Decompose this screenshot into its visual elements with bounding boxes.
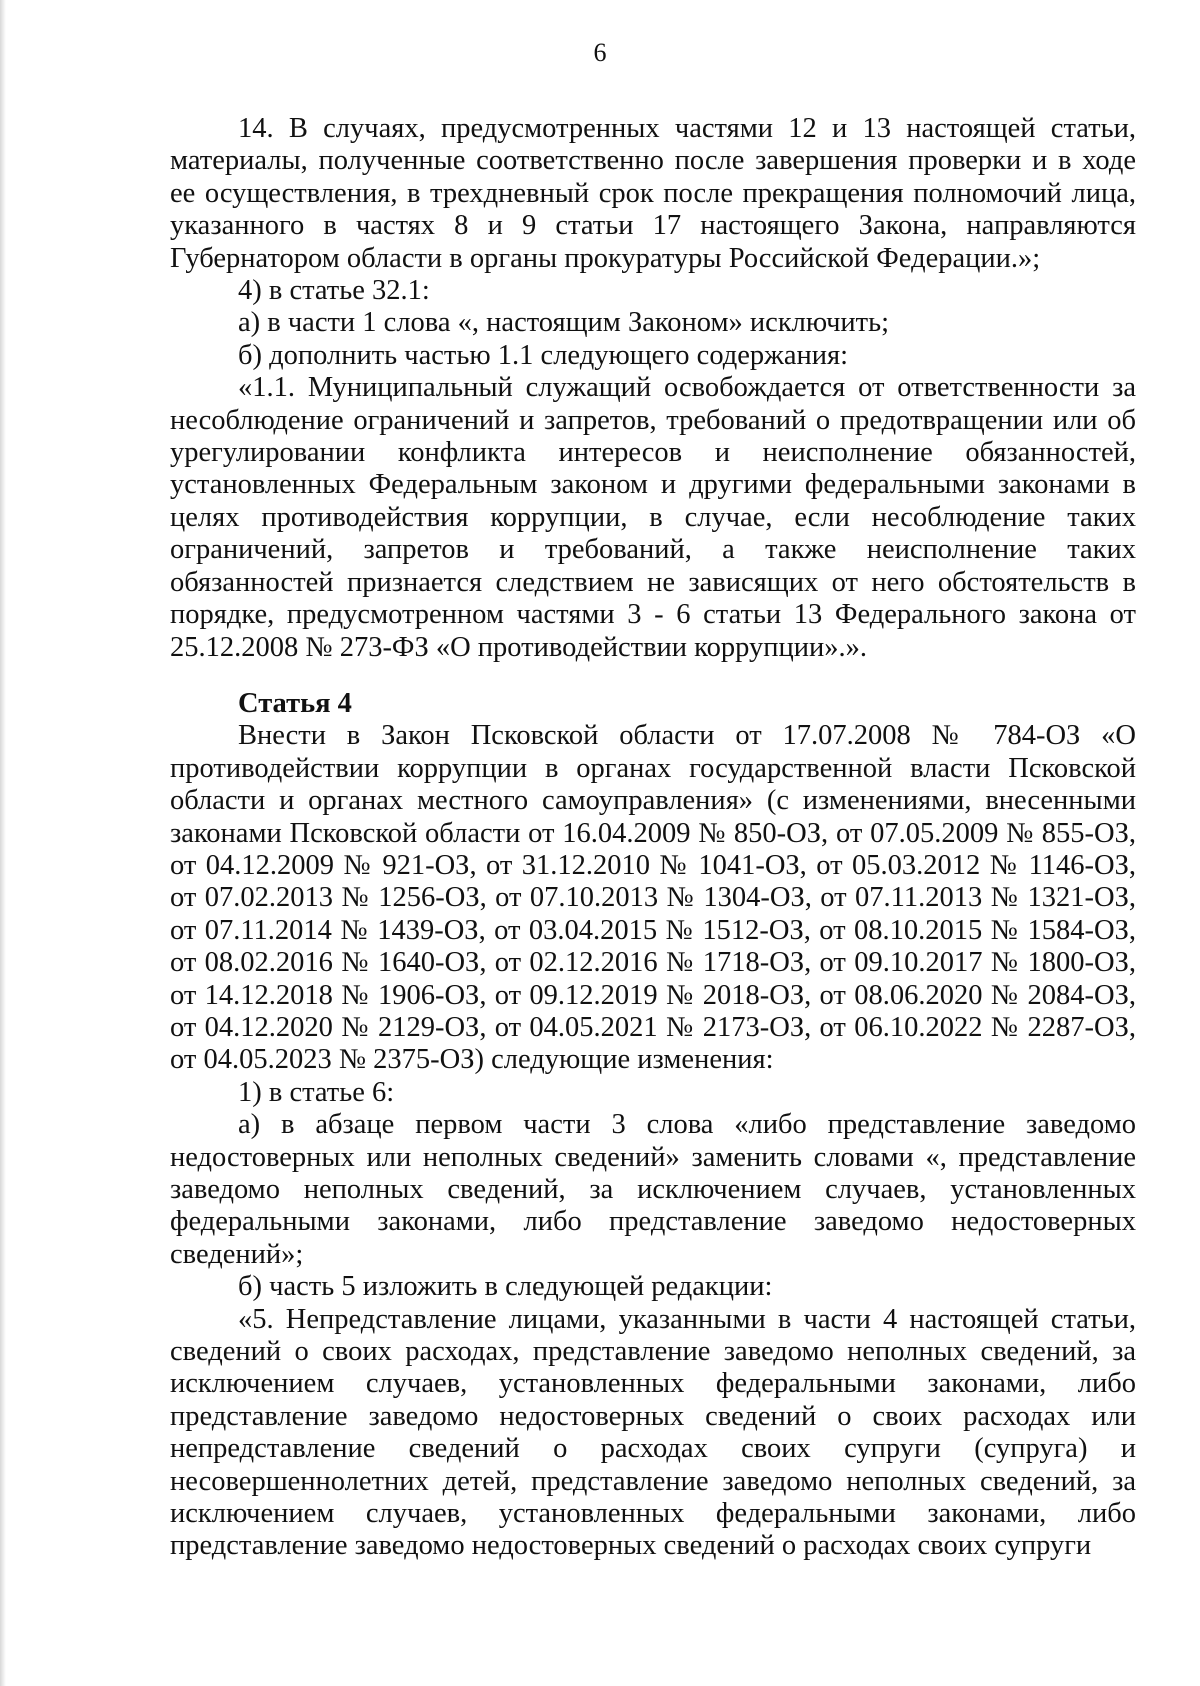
paragraph-item-1a: а) в абзаце первом части 3 слова «либо представление заведомо недостоверных или неполных сведений» заменить словами «, представление заведомо неполных сведений, за исключением случаев, установленных федеральными законами, либо представление заведомо недостоверных сведений»; (170, 1109, 1136, 1270)
paragraph-item-4a: а) в части 1 слова «, настоящим Законом» исключить; (238, 307, 890, 339)
scan-edge (0, 0, 6, 1686)
section-spacer (170, 664, 1136, 670)
paragraph-article-4-intro: Внести в Закон Псковской области от 17.07.2008 № 784-ОЗ «О противодействии коррупции в органах государственной власти Псковской области и органах местного самоуправления» (с изменениями, внесенными законами Псковской области от 16.04.2009 № 850-ОЗ, от 07.05.2009 № 855-ОЗ, от 04.12.2009 № 921-ОЗ, от 31.12.2010 № 1041-ОЗ, от 05.03.2012 № 1146-ОЗ, от 07.02.2013 № 1256-ОЗ, от 07.10.2013 № 1304-ОЗ, от 07.11.2013 № 1321-ОЗ, от 07.11.2014 № 1439-ОЗ, от 03.04.2015 № 1512-ОЗ, от 08.10.2015 № 1584-ОЗ, от 08.02.2016 № 1640-ОЗ, от 02.12.2016 № 1718-ОЗ, от 09.10.2017 № 1800-ОЗ, от 14.12.2018 № 1906-ОЗ, от 09.12.2019 № 2018-ОЗ, от 08.06.2020 № 2084-ОЗ, от 04.12.2020 № 2129-ОЗ, от 04.05.2021 № 2173-ОЗ, от 06.10.2022 № 2287-ОЗ, от 04.05.2023 № 2375-ОЗ) следующие изменения: (170, 720, 1136, 1076)
paragraph-item-4: 4) в статье 32.1: (238, 275, 430, 307)
paragraph-item-1: 1) в статье 6: (238, 1076, 395, 1108)
article-4-heading: Статья 4 (238, 687, 352, 719)
paragraph-part-1-1: «1.1. Муниципальный служащий освобождается от ответственности за несоблюдение ограничений и запретов, требований о предотвращении или об урегулировании конфликта интересов и неисполнение обязанностей, установленных Федеральным законом и другими федеральными законами в целях противодействия коррупции, в случае, если несоблюдение таких ограничений, запретов и требований, а также неисполнение таких обязанностей признается следствием не зависящих от него обстоятельств в порядке, предусмотренном частями 3 - 6 статьи 13 Федерального закона от 25.12.2008 № 273-ФЗ «О противодействии коррупции».». (170, 372, 1136, 663)
page-number: 6 (593, 38, 607, 67)
paragraph-item-4b: б) дополнить частью 1.1 следующего содержания: (238, 339, 849, 371)
document-body (170, 113, 1136, 1563)
paragraph-item-1b: б) часть 5 изложить в следующей редакции: (238, 1271, 773, 1303)
paragraph-part-14: 14. В случаях, предусмотренных частями 12 и 13 настоящей статьи, материалы, полученные соответственно после завершения проверки и в ходе ее осуществления, в трехдневный срок после прекращения полномочий лица, указанного в частях 8 и 9 статьи 17 настоящего Закона, направляются Губернатором области в органы прокуратуры Российской Федерации.»; (170, 113, 1136, 274)
paragraph-part-5: «5. Непредставление лицами, указанными в части 4 настоящей статьи, сведений о своих расходах, представление заведомо неполных сведений, за исключением случаев, установленных федеральными законами, либо представление заведомо недостоверных сведений о своих расходах или непредставление сведений о расходах своих супруги (супруга) и несовершеннолетних детей, представление заведомо неполных сведений, за исключением случаев, установленных федеральными законами, либо представление заведомо недостоверных сведений о расходах своих супруги (170, 1303, 1136, 1562)
